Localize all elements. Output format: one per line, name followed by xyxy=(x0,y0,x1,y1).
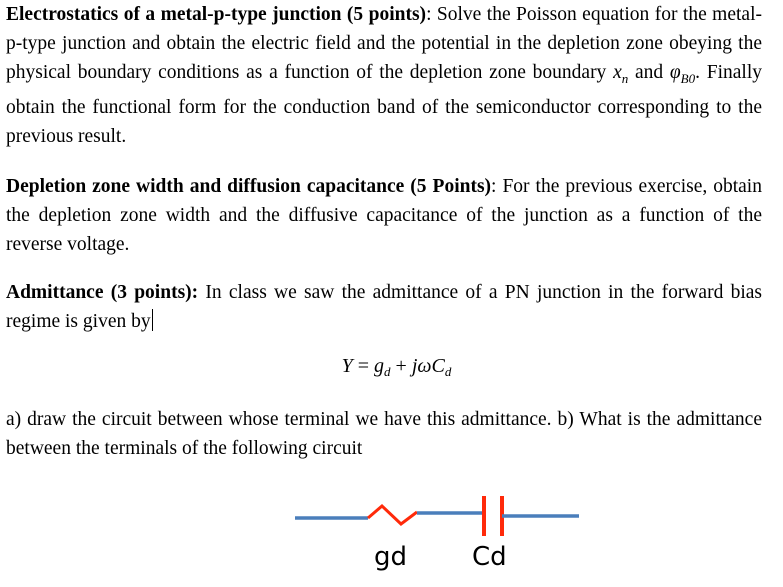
eq-c: C xyxy=(431,355,445,377)
paragraph-circuit-question xyxy=(6,405,762,463)
eq-c-sub: d xyxy=(444,364,452,379)
math-xn xyxy=(613,62,629,86)
paragraph-text: : For the previous exercise, obtain the depletion zone width and the diffusive capacitance of the junction as a function of the reverse voltage. xyxy=(6,176,762,255)
eq-g-sub: d xyxy=(384,364,391,379)
circuit-diagram xyxy=(290,488,590,587)
paragraph-admittance xyxy=(6,278,762,336)
math-phi-b0 xyxy=(669,62,696,86)
eq-equals: = xyxy=(352,355,375,377)
paragraph-text: a) draw the circuit between whose terminal we have this admittance. b) What is the admittance between the terminals of the following circuit xyxy=(6,409,762,459)
eq-plus: + xyxy=(390,355,412,377)
math-symbol: φ xyxy=(669,62,681,83)
eq-lhs: Y xyxy=(341,355,353,377)
label-gd: gd xyxy=(374,542,408,572)
eq-jw: jω xyxy=(411,355,432,377)
circuit-svg xyxy=(290,488,590,548)
eq-g: g xyxy=(374,355,385,377)
resistor-gd xyxy=(368,506,417,524)
paragraph-text: . Finally obtain the functional form for the conduction band of the semiconductor corresponding to the previous result. xyxy=(6,62,762,147)
paragraph-text: and xyxy=(628,62,670,83)
paragraph-depletion-zone xyxy=(6,172,762,259)
heading-admittance: Admittance (3 points): xyxy=(6,282,199,303)
label-cd: Cd xyxy=(472,542,507,572)
paragraph-text: In class we saw the admittance of a PN junction in the forward bias regime is given by xyxy=(6,282,762,332)
paragraph-text: : Solve the Poisson equation for the metal-p-type junction and obtain the electric field and the potential in the depletion zone obeying the physical boundary conditions as a function of the depletion zone boundary xyxy=(6,4,762,83)
text-cursor xyxy=(152,309,153,331)
paragraph-electrostatics xyxy=(6,0,762,151)
math-subscript: n xyxy=(621,71,629,86)
heading-electrostatics: Electrostatics of a metal-p-type junction (5 points) xyxy=(6,4,427,25)
heading-depletion-zone: Depletion zone width and diffusion capacitance (5 Points) xyxy=(6,176,492,197)
admittance-equation xyxy=(0,355,783,380)
math-symbol: x xyxy=(613,62,622,83)
math-subscript: B0 xyxy=(680,71,696,86)
